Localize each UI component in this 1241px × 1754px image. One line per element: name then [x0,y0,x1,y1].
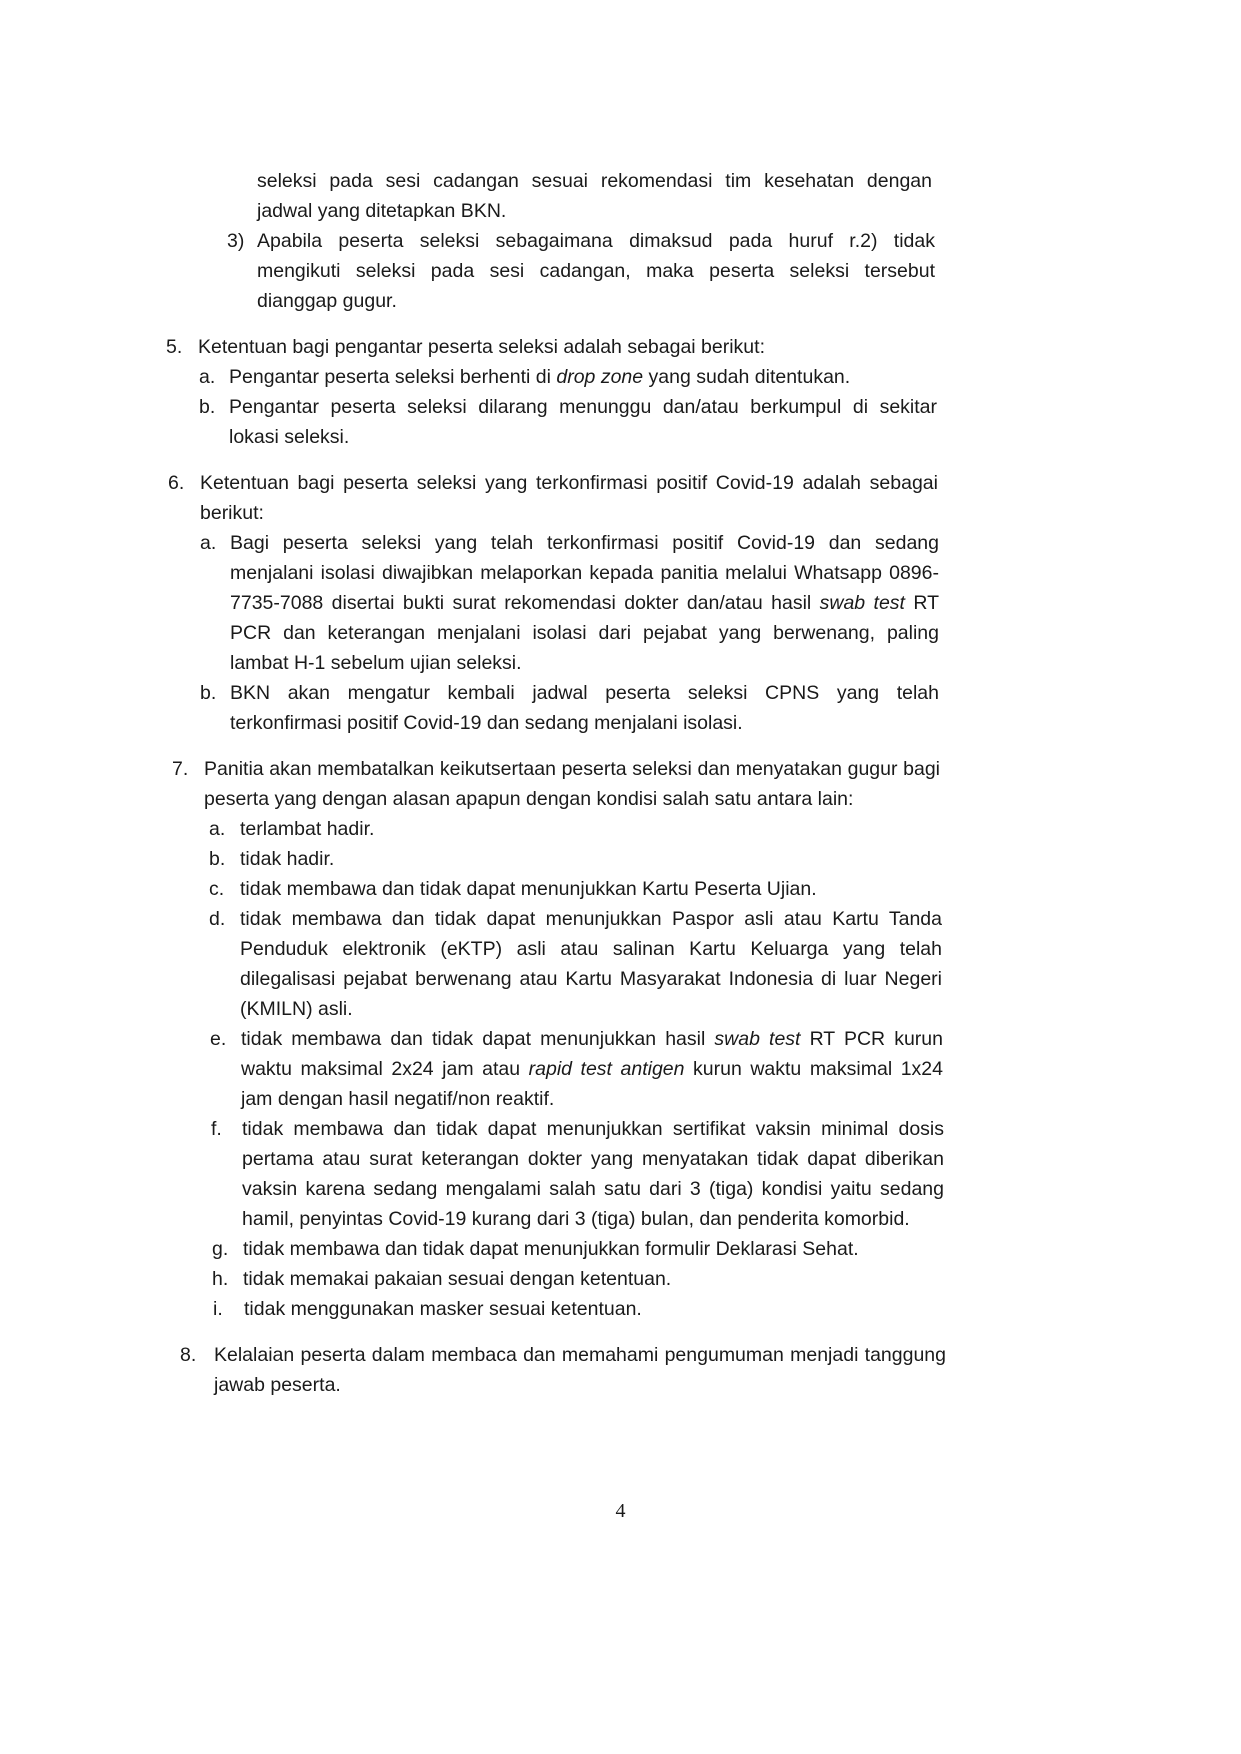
list-item-text: terlambat hadir. [240,818,375,840]
list-item-5b [199,392,937,452]
continuation-paragraph [257,166,932,226]
list-item-3 [227,226,935,316]
list-item-text: tidak membawa dan tidak dapat menunjukkan formulir Deklarasi Sehat. [243,1238,859,1260]
list-marker: 8. [180,1344,197,1366]
document-body [0,166,1241,1400]
list-item-text: Kelalaian peserta dalam membaca dan memahami pengumuman menjadi tanggung jawab peserta. [214,1344,946,1396]
page-number: 4 [615,1500,626,1522]
list-marker: e. [210,1028,227,1050]
list-item-7g [212,1234,945,1264]
italic-term: drop zone [556,366,644,388]
list-item-7b [209,844,942,874]
list-item-7a [209,814,942,844]
list-item-7d [209,904,942,1024]
list-item-text: tidak membawa dan tidak dapat menunjukkan hasil swab test RT PCR kurun waktu maksimal 2x24 jam atau rapid test antigen kurun waktu maksimal 1x24 jam dengan hasil negatif/non reaktif. [241,1028,943,1110]
list-item-6a [200,528,939,678]
continuation-text: seleksi pada sesi cadangan sesuai rekomendasi tim kesehatan dengan jadwal yang ditetapkan BKN. [257,170,932,222]
list-item-text: Pengantar peserta seleksi dilarang menunggu dan/atau berkumpul di sekitar lokasi seleksi. [229,396,937,448]
list-item-7h [212,1264,945,1294]
list-item-5 [166,332,936,362]
list-item-text: tidak menggunakan masker sesuai ketentuan. [244,1298,642,1320]
list-marker: a. [209,818,226,840]
list-item-text: tidak membawa dan tidak dapat menunjukkan Paspor asli atau Kartu Tanda Penduduk elektronik (eKTP) asli atau salinan Kartu Keluarga yang telah dilegalisasi pejabat berwenang atau Kartu Masyarakat Indonesia di luar Negeri (KMILN) asli. [240,908,942,1020]
list-item-text: Bagi peserta seleksi yang telah terkonfirmasi positif Covid-19 dan sedang menjalani isolasi diwajibkan melaporkan kepada panitia melalui Whatsapp 0896-7735-7088 disertai bukti surat rekomendasi dokter dan/atau hasil swab test RT PCR dan keterangan menjalani isolasi dari pejabat yang berwenang, paling lambat H-1 sebelum ujian seleksi. [230,532,939,674]
list-item-text: tidak memakai pakaian sesuai dengan ketentuan. [243,1268,672,1290]
list-item-text: tidak membawa dan tidak dapat menunjukkan sertifikat vaksin minimal dosis pertama atau surat keterangan dokter yang menyatakan tidak dapat diberikan vaksin karena sedang mengalami salah satu dari 3 (tiga) kondisi yaitu sedang hamil, penyintas Covid-19 kurang dari 3 (tiga) bulan, dan penderita komorbid. [242,1118,944,1230]
list-item-text: Ketentuan bagi pengantar peserta seleksi adalah sebagai berikut: [198,336,765,358]
list-item-5a [199,362,937,392]
list-marker: a. [200,532,217,554]
italic-term: swab test [714,1028,801,1050]
list-marker: 7. [172,758,189,780]
list-marker: b. [209,848,226,870]
list-item-6 [168,468,938,528]
list-marker: 5. [166,336,183,358]
list-item-7 [172,754,940,814]
list-marker: a. [199,366,216,388]
list-item-7c [209,874,942,904]
list-item-7i [213,1294,946,1324]
list-marker: 6. [168,472,185,494]
list-item-text: tidak membawa dan tidak dapat menunjukkan Kartu Peserta Ujian. [240,878,817,900]
list-marker: h. [212,1268,229,1290]
list-marker: c. [209,878,225,900]
list-item-text: tidak hadir. [240,848,335,870]
italic-term: swab test [819,592,905,614]
list-marker: b. [199,396,216,418]
list-marker: f. [211,1118,222,1140]
list-item-text: Apabila peserta seleksi sebagaimana dimaksud pada huruf r.2) tidak mengikuti seleksi pada sesi cadangan, maka peserta seleksi tersebut dianggap gugur. [257,230,935,312]
list-marker: i. [213,1298,223,1320]
list-marker: 3) [227,230,245,252]
list-item-text: Panitia akan membatalkan keikutsertaan peserta seleksi dan menyatakan gugur bagi peserta yang dengan alasan apapun dengan kondisi salah satu antara lain: [204,758,940,810]
list-item-text: BKN akan mengatur kembali jadwal peserta seleksi CPNS yang telah terkonfirmasi positif Covid-19 dan sedang menjalani isolasi. [230,682,939,734]
list-item-7f [211,1114,944,1234]
list-item-6b [200,678,939,738]
list-item-text: Pengantar peserta seleksi berhenti di drop zone yang sudah ditentukan. [229,366,851,388]
list-item-text: Ketentuan bagi peserta seleksi yang terkonfirmasi positif Covid-19 adalah sebagai berikut: [200,472,938,524]
list-marker: d. [209,908,226,930]
list-item-8 [180,1340,946,1400]
list-item-7e [210,1024,943,1114]
italic-term: rapid test antigen [528,1058,685,1080]
list-marker: b. [200,682,217,704]
list-marker: g. [212,1238,229,1260]
